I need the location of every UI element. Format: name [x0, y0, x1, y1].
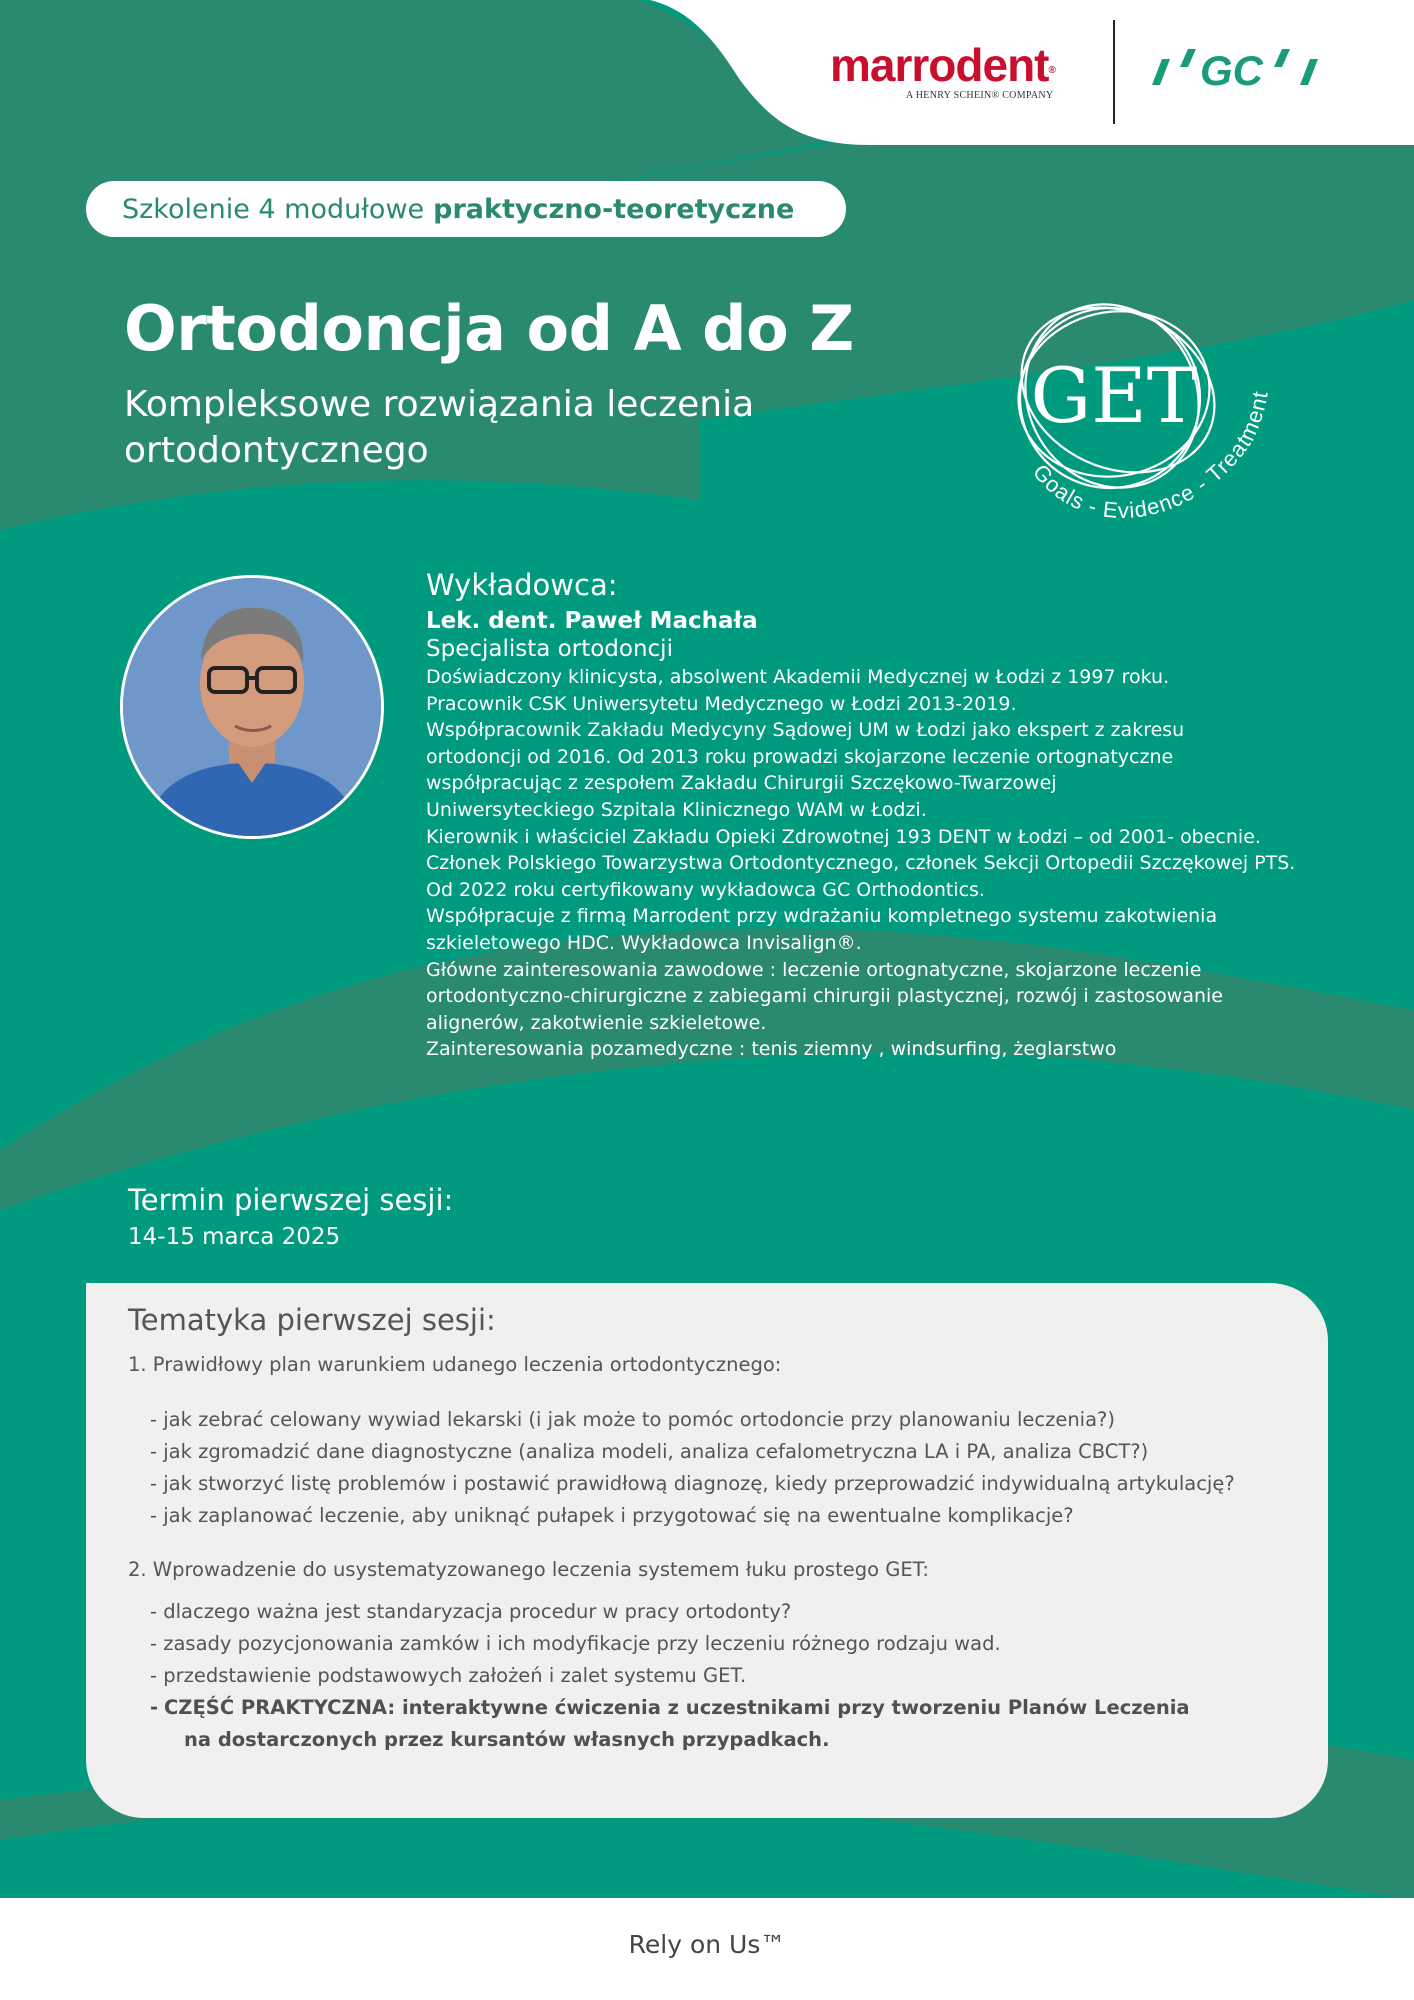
- topic-section-2: 2. Wprowadzenie do usystematyzowanego leczenia systemem łuku prostego GET:: [128, 1558, 929, 1581]
- get-logo-text: GET: [1030, 351, 1198, 440]
- get-logo-tagline: Goals - Evidence - Treatment: [1027, 388, 1273, 524]
- session-date: 14-15 marca 2025: [128, 1224, 341, 1250]
- practical-dash: -: [150, 1696, 159, 1719]
- footer-tagline: Rely on Us™: [628, 1930, 786, 1959]
- bio-line: Główne zainteresowania zawodowe : leczenie ortognatyczne, skojarzone leczenie: [426, 958, 1202, 981]
- bio-line: ortodoncji od 2016. Od 2013 roku prowadzi skojarzone leczenie ortognatyczne: [426, 745, 1174, 768]
- topic-item: - przedstawienie podstawowych założeń i zalet systemu GET.: [150, 1664, 747, 1687]
- bio-line: Pracownik CSK Uniwersytetu Medycznego w Łodzi 2013-2019.: [426, 692, 1017, 715]
- bio-line: alignerów, zakotwienie szkieletowe.: [426, 1011, 767, 1034]
- page-title: Ortodoncja od A do Z: [124, 292, 854, 365]
- topic-item: - jak stworzyć listę problemów i postawić prawidłową diagnozę, kiedy przeprowadzić indywidualną artykulację?: [150, 1472, 1235, 1495]
- bio-line: współpracując z zespołem Zakładu Chirurgii Szczękowo-Twarzowej: [426, 772, 1057, 795]
- bio-line: Kierownik i właściciel Zakładu Opieki Zdrowotnej 193 DENT w Łodzi – od 2001- obecnie.: [426, 825, 1261, 848]
- bio-line: Zainteresowania pozamedyczne : tenis ziemny , windsurfing, żeglarstwo: [426, 1038, 1117, 1061]
- henry-schein-tagline: A HENRY SCHEIN® COMPANY: [906, 90, 1054, 101]
- bio-line: Uniwersyteckiego Szpitala Klinicznego WAM w Łodzi.: [426, 798, 927, 821]
- bio-line: Doświadczony klinicysta, absolwent Akademii Medycznej w Łodzi z 1997 roku.: [426, 666, 1170, 688]
- get-logo: [992, 282, 1292, 542]
- gc-logo: [1148, 45, 1334, 95]
- bio-line: Współpracownik Zakładu Medycyny Sądowej UM w Łodzi jako ekspert z zakresu: [426, 719, 1185, 742]
- lecturer-bio: [426, 664, 1376, 1063]
- bio-line: Od 2022 roku certyfikowany wykładowca GC Orthodontics.: [426, 878, 985, 901]
- topic-item: - jak zaplanować leczenie, aby uniknąć pułapek i przygotować się na ewentualne komplikacje?: [150, 1504, 1074, 1527]
- lecturer-photo: [120, 575, 384, 839]
- course-type-pill: [86, 181, 846, 237]
- topics-title: Tematyka pierwszej sesji:: [128, 1303, 496, 1337]
- lecturer-name: Lek. dent. Paweł Machała: [426, 608, 758, 634]
- topic-item: - jak zgromadzić dane diagnostyczne (analiza modeli, analiza cefalometryczna LA i PA, analiza CBCT?): [150, 1440, 1149, 1463]
- topic-section-1: 1. Prawidłowy plan warunkiem udanego leczenia ortodontycznego:: [128, 1353, 782, 1376]
- session-date-label: Termin pierwszej sesji:: [128, 1183, 454, 1217]
- bio-line: Współpracuje z firmą Marrodent przy wdrażaniu kompletnego systemu zakotwienia: [426, 905, 1218, 928]
- lecturer-role: Specjalista ortodoncji: [426, 636, 673, 662]
- lecturer-label: Wykładowca:: [426, 568, 618, 602]
- logo-divider: [1113, 20, 1115, 124]
- svg-text:GC: GC: [1200, 47, 1263, 94]
- page-subtitle: Kompleksowe rozwiązania leczenia ortodontycznego: [124, 384, 755, 471]
- practical-part-line-2: na dostarczonych przez kursantów własnych przypadkach.: [184, 1728, 830, 1751]
- pill-regular-text: Szkolenie 4 modułowe: [122, 193, 425, 225]
- bio-line: Członek Polskiego Towarzystwa Ortodontycznego, członek Sekcji Ortopedii Szczękowej PTS.: [426, 852, 1296, 875]
- bio-line: szkieletowego HDC. Wykładowca Invisalign®.: [426, 931, 862, 954]
- topic-item: - dlaczego ważna jest standaryzacja procedur w pracy ortodonty?: [150, 1600, 792, 1623]
- topic-item: - zasady pozycjonowania zamków i ich modyfikacje przy leczeniu różnego rodzaju wad.: [150, 1632, 1001, 1655]
- pill-bold-text: praktyczno-teoretyczne: [433, 193, 795, 225]
- marrodent-logo: marrodent® A HENRY SCHEIN® COMPANY: [830, 42, 1080, 101]
- practical-part-line-1: CZĘŚĆ PRAKTYCZNA: interaktywne ćwiczenia z uczestnikami przy tworzeniu Planów Leczenia: [164, 1696, 1190, 1719]
- bio-line: ortodontyczno-chirurgiczne z zabiegami chirurgii plastycznej, rozwój i zastosowanie: [426, 985, 1223, 1008]
- topic-item: - jak zebrać celowany wywiad lekarski (i jak może to pomóc ortodoncie przy planowaniu leczenia?): [150, 1408, 1116, 1431]
